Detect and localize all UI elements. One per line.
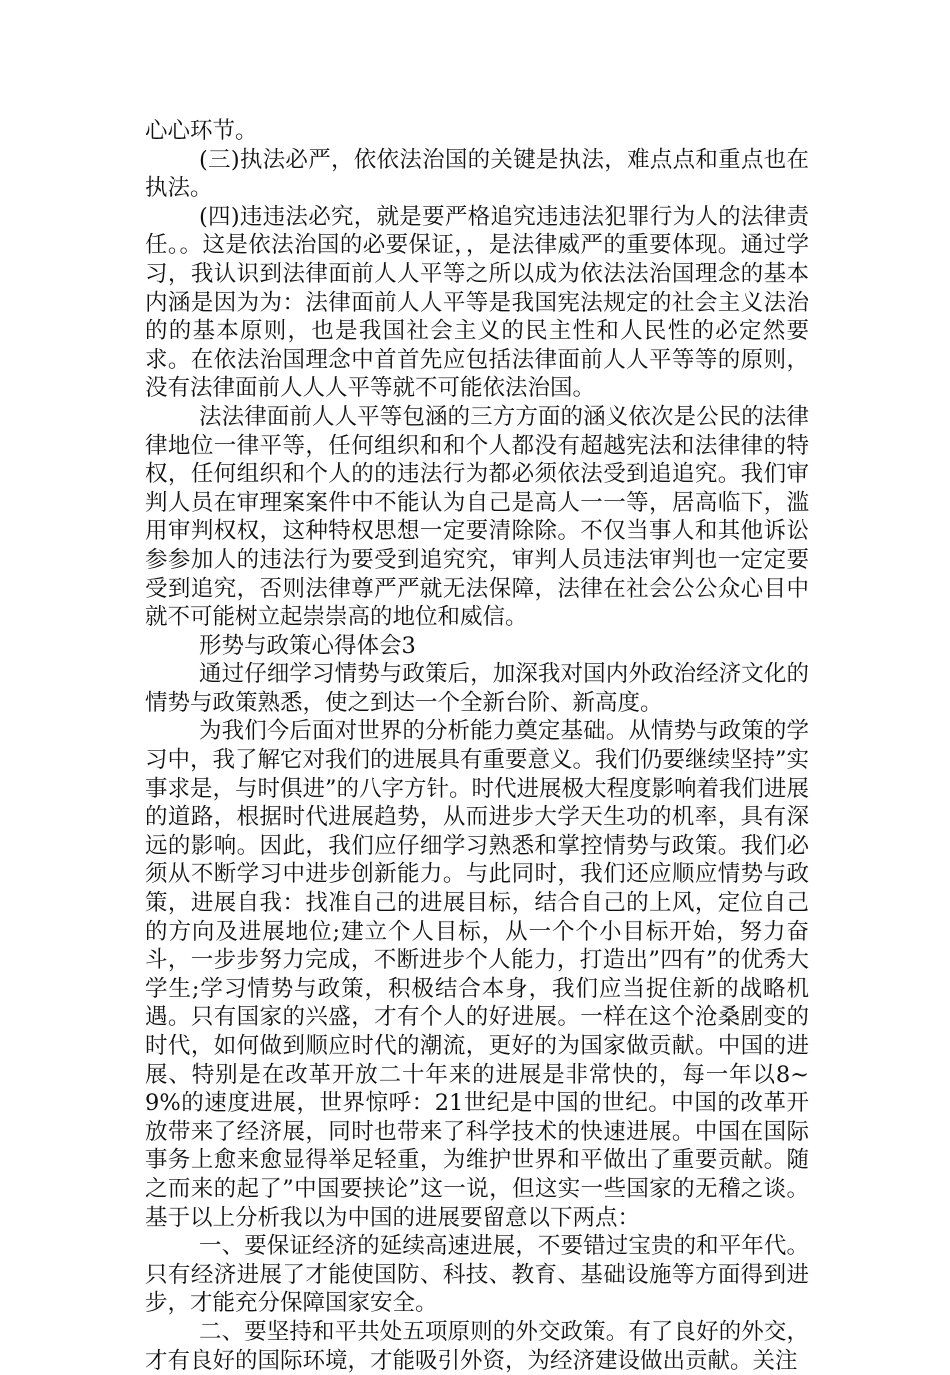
section-heading: 形势与政策心得体会3 <box>199 632 416 659</box>
paragraph-8: 一、要保证经济的延续高速进展，不要错过宝贵的和平年代。只有经济进展了才能使国防、科技、教育、基础设施等方面得到进步，才能充分保障国家安全。 <box>145 1233 809 1317</box>
paragraph-9: 二、要坚持和平共处五项原则的外交政策。有了良好的外交，才有良好的国际环境，才能吸引外资，为经济建设做出贡献。关注 <box>145 1318 809 1374</box>
document-body <box>145 117 809 1375</box>
paragraph-6: 通过仔细学习情势与政策后，加深我对国内外政治经济文化的情势与政策熟悉，使之到达一个全新台阶、新高度。 <box>145 661 809 716</box>
paragraph-3: (四)违违法必究，就是要严格追究违违法犯罪行为人的法律责任。。这是依法治国的必要保证，，是法律威严的重要体现。通过学习，我认识到法律面前人人平等之所以成为依法法治国理念的基本内涵是因为为：法律面前人人平等是我国宪法规定的社会主义法治的的基本原则，也是我国社会主义的民主性和人民性的必定然要求。在依法治国理念中首首先应包括法律面前人人平等等的原则，没有法律面前人人人平等就不可能依法治国。 <box>145 203 809 402</box>
paragraph-7: 为我们今后面对世界的分析能力奠定基础。从情势与政策的学习中，我了解它对我们的进展具有重要意义。我们仍要继续坚持”实事求是，与时俱进”的八字方针。时代进展极大程度影响着我们进展的道路，根据时代进展趋势，从而进步大学天生功的机率，具有深远的影响。因此，我们应仔细学习熟悉和掌控情势与政策。我们必须从不断学习中进步创新能力。与此同时，我们还应顺应情势与政策，进展自我：找准自己的进展目标，结合自己的上风，定位自己的方向及进展地位;建立个人目标，从一个个小目标开始，努力奋斗，一步步努力完成，不断进步个人能力，打造出”四有”的优秀大学生;学习情势与政策，积极结合本身，我们应当捉住新的战略机遇。只有国家的兴盛，才有个人的好进展。一样在这个沧桑剧变的时代，如何做到顺应时代的潮流，更好的为国家做贡献。中国的进展、特别是在改革开放二十年来的进展是非常快的，每一年以8~9%的速度进展，世界惊呼：21世纪是中国的世纪。中国的改革开放带来了经济展，同时也带来了科学技术的快速进展。中国在国际事务上愈来愈显得举足轻重，为维护世界和平做出了重要贡献。随之而来的起了”中国要挟论”这一说，但这实一些国家的无稽之谈。基于以上分析我以为中国的进展要留意以下两点： <box>145 718 810 1231</box>
paragraph-2: (三)执法必严，依依法治国的关键是执法，难点点和重点也在执法。 <box>145 146 809 202</box>
paragraph-1: 心心环节。 <box>145 118 258 144</box>
paragraph-4: 法法律面前人人平等包涵的三方方面的涵义依次是公民的法律律地位一律平等，任何组织和和个人都没有超越宪法和法律律的特权，任何组织和个人的的违法行为都必须依法受到追追究。我们审判人员在审理案案件中不能认为自己是高人一一等，居高临下，滥用审判权权，这种特权思想一定要清除除。不仅当事人和其他诉讼参参加人的违法行为要受到追究究，审判人员违法审判也一定定要受到追究，否则法律尊严严就无法保障，法律在社会公公众心目中就不可能树立起崇崇高的地位和威信。 <box>145 403 809 631</box>
